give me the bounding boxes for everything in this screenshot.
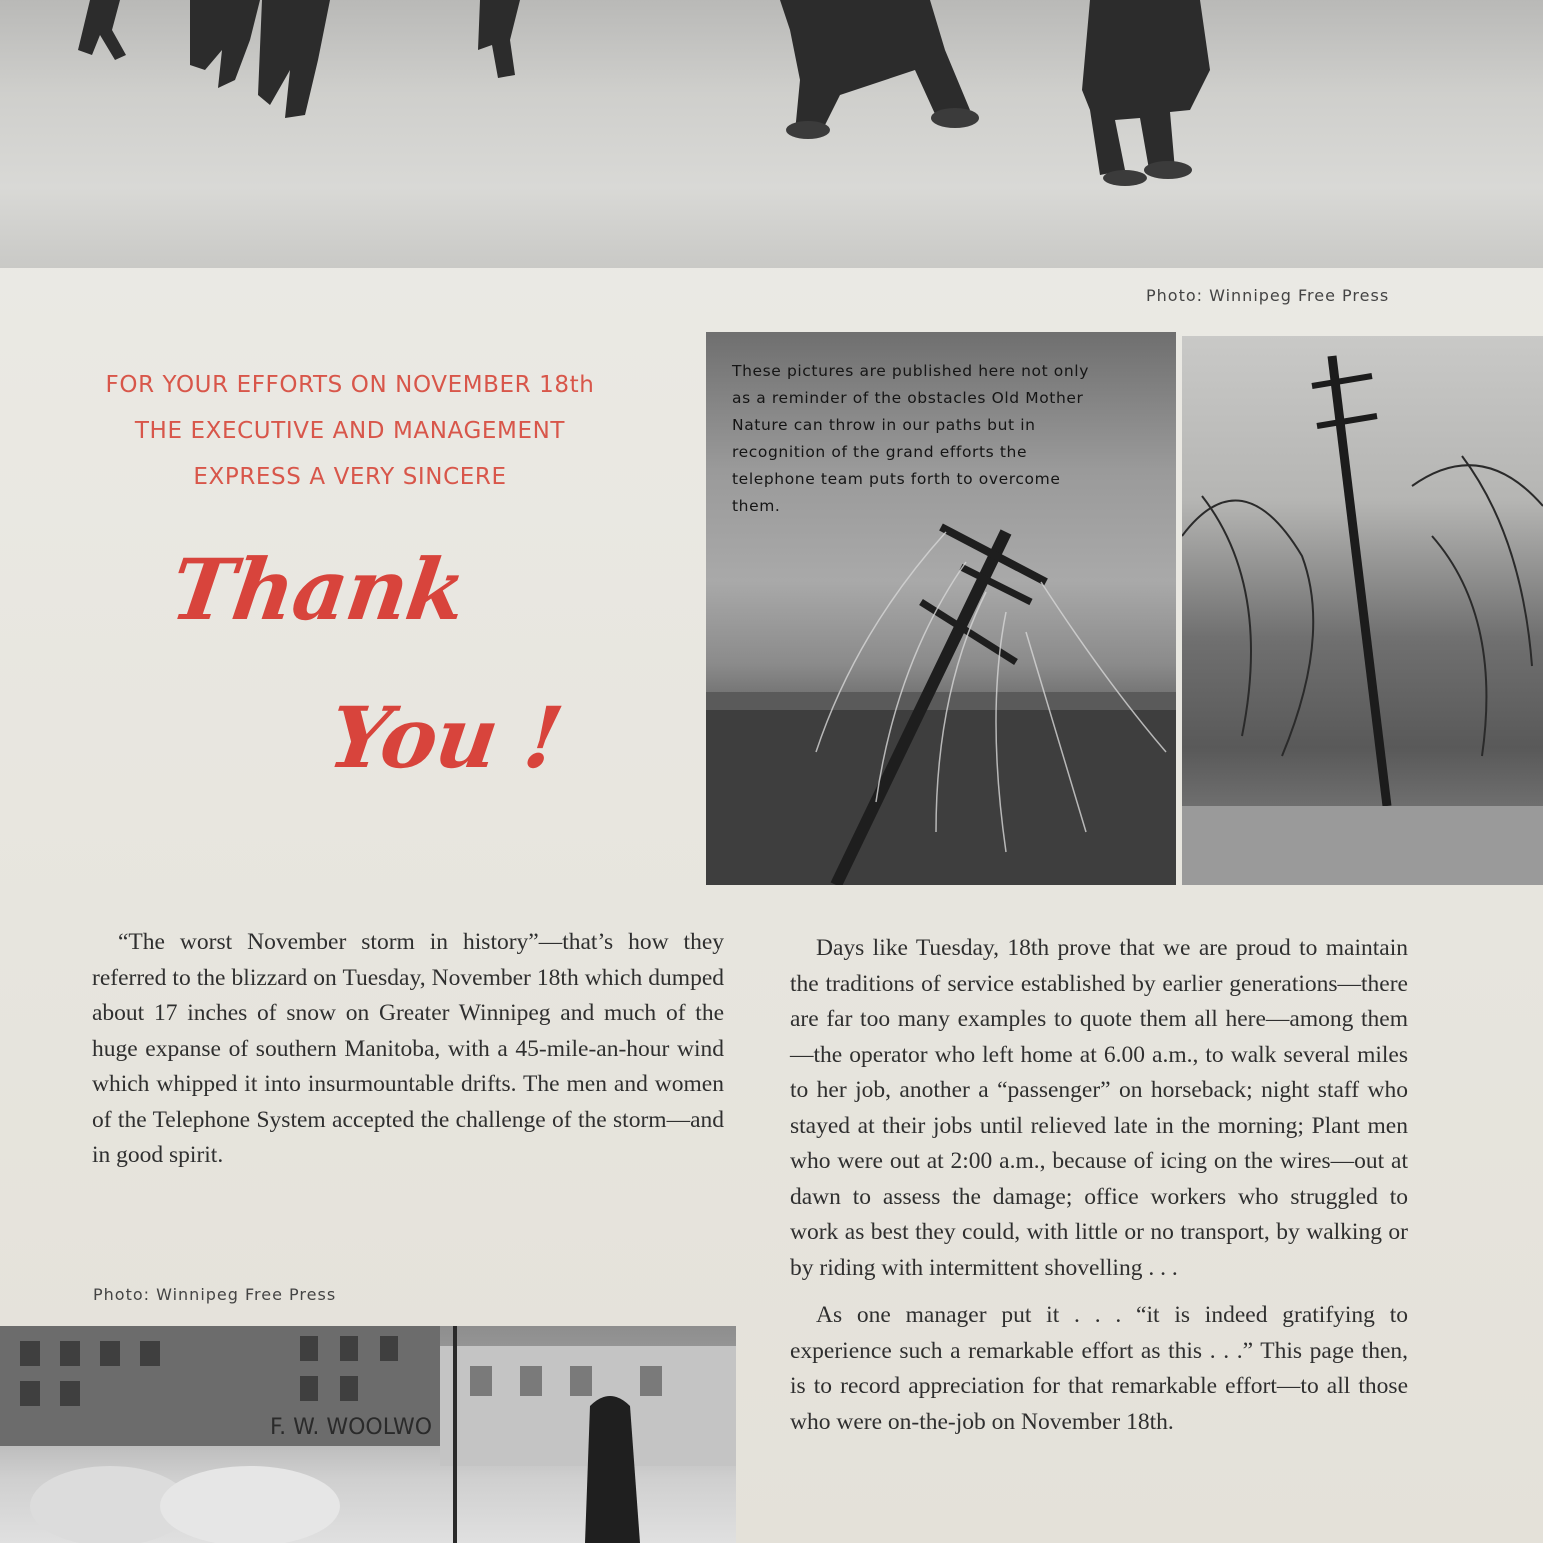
top-photo-pedestrians-on-ice: [0, 0, 1543, 268]
headline-line-2: THE EXECUTIVE AND MANAGEMENT: [134, 418, 566, 444]
headline-line-1: FOR YOUR EFFORTS ON NOVEMBER 18th: [105, 372, 595, 398]
script-thank: Thank: [165, 540, 472, 639]
iced-trees-illustration: [1182, 336, 1543, 885]
thank-you-headline: [60, 362, 640, 500]
photo-snowy-downtown-street: [0, 1326, 736, 1543]
photo-iced-pole-and-trees: [1182, 336, 1543, 885]
article-right-column: [790, 931, 1408, 1452]
woolworth-sign: F. W. WOOLWO: [270, 1415, 433, 1440]
right-paragraph-2: As one manager put it . . . “it is indeed gratifying to experience such a remarkable effort as this . . .” This page then, is to record appreciation for that remarkable effort—to all those who were on-the-job on November 18th.: [790, 1302, 1408, 1435]
article-left-column: [92, 925, 724, 1186]
right-paragraph-1: Days like Tuesday, 18th prove that we are proud to maintain the traditions of service established by earlier generations—there are far too many examples to quote them all here—among them—the operator who left home at 6.00 a.m., to walk several miles to her job, another a “passenger” on horseback; night staff who stayed at their jobs until relieved late in the morning; Plant men who were out at 2:00 a.m., because of icing on the wires—out at dawn to assess the damage; office workers who struggled to work as best they could, with little or no transport, by walking or by riding with intermittent shovelling . . .: [790, 935, 1408, 1281]
pedestrians-illustration: [0, 0, 1543, 268]
photo-caption-note: These pictures are published here not only as a reminder of the obstacles Old Mother Nature can throw in our paths but in recognition of the grand efforts the telephone team puts forth to overcome them.: [732, 362, 1089, 515]
photo-credit-bottom: Photo: Winnipeg Free Press: [93, 1285, 337, 1304]
script-you: You !: [323, 688, 568, 787]
headline-line-3: EXPRESS A VERY SINCERE: [193, 464, 507, 490]
street-illustration: [0, 1326, 736, 1543]
left-paragraph-1: “The worst November storm in history”—that’s how they referred to the blizzard on Tuesday, November 18th which dumped about 17 inches of snow on Greater Winnipeg and much of the huge expanse of southern Manitoba, with a 45-mile-an-hour wind which whipped it into insurmountable drifts. The men and women of the Telephone System accepted the challenge of the storm—and in good spirit.: [92, 929, 724, 1168]
photo-credit-top: Photo: Winnipeg Free Press: [1146, 286, 1390, 305]
